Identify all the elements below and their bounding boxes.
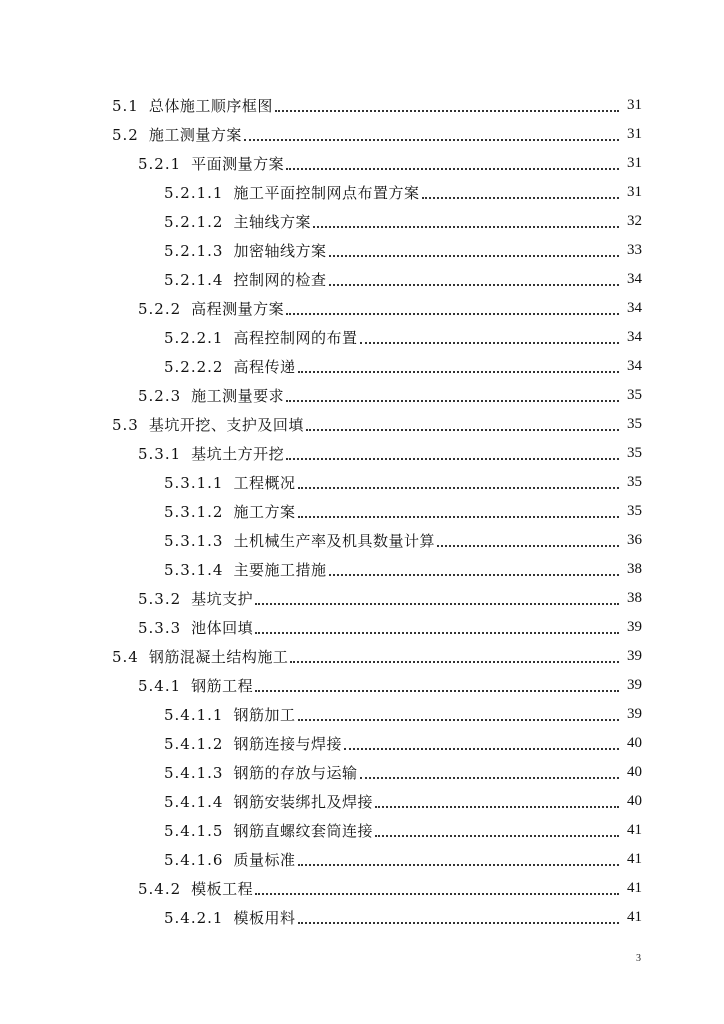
toc-entry-page: 34 xyxy=(627,358,642,374)
toc-entry-page: 35 xyxy=(627,445,642,461)
toc-entry-page: 35 xyxy=(627,387,642,403)
toc-dot-leader xyxy=(298,719,620,721)
toc-entry-number: 5.3.3 xyxy=(138,618,182,637)
toc-dot-leader xyxy=(255,690,619,692)
toc-entry-number: 5.2.2.1 xyxy=(164,328,224,347)
toc-dot-leader xyxy=(255,632,619,634)
toc-entry[interactable] xyxy=(0,410,724,439)
toc-entry-number: 5.4 xyxy=(112,647,139,666)
toc-entry-number: 5.4.1 xyxy=(138,676,182,695)
toc-entry-title: 模板工程 xyxy=(191,880,254,898)
toc-entry[interactable] xyxy=(0,497,724,526)
toc-entry[interactable] xyxy=(0,468,724,497)
toc-dot-leader xyxy=(422,197,620,199)
toc-entry-page: 34 xyxy=(627,300,642,316)
toc-dot-leader xyxy=(298,864,620,866)
toc-entry-page: 41 xyxy=(627,909,642,925)
toc-entry-page: 34 xyxy=(627,271,642,287)
toc-entry-title: 基坑开挖、支护及回填 xyxy=(148,416,304,434)
toc-entry-page: 31 xyxy=(627,184,642,200)
toc-entry-page: 34 xyxy=(627,329,642,345)
toc-entry-page: 40 xyxy=(627,764,642,780)
table-of-contents xyxy=(0,91,724,932)
toc-entry[interactable] xyxy=(0,294,724,323)
toc-entry-title: 施工测量要求 xyxy=(191,387,285,405)
toc-entry-number: 5.3.1.1 xyxy=(164,473,224,492)
toc-entry-title: 主要施工措施 xyxy=(233,561,327,579)
toc-entry-page: 31 xyxy=(627,97,642,113)
toc-dot-leader xyxy=(360,342,620,344)
toc-entry-number: 5.3.1.4 xyxy=(164,560,224,579)
toc-entry-title: 钢筋工程 xyxy=(191,677,254,695)
toc-entry-number: 5.2 xyxy=(112,125,139,144)
toc-dot-leader xyxy=(306,429,619,431)
toc-entry-title: 高程测量方案 xyxy=(191,300,285,318)
toc-dot-leader xyxy=(298,922,620,924)
toc-dot-leader xyxy=(255,603,619,605)
toc-entry-number: 5.3 xyxy=(112,415,139,434)
toc-entry[interactable] xyxy=(0,903,724,932)
toc-dot-leader xyxy=(375,806,619,808)
toc-entry-title: 钢筋安装绑扎及焊接 xyxy=(233,793,373,811)
toc-entry-title: 钢筋直螺纹套筒连接 xyxy=(233,822,373,840)
toc-entry-number: 5.2.1.2 xyxy=(164,212,224,231)
toc-dot-leader xyxy=(313,226,619,228)
toc-entry-page: 35 xyxy=(627,474,642,490)
toc-entry-page: 33 xyxy=(627,242,642,258)
page-number: 3 xyxy=(636,953,641,964)
toc-entry-title: 施工测量方案 xyxy=(148,126,242,144)
toc-entry-title: 基坑支护 xyxy=(191,590,254,608)
toc-entry-page: 31 xyxy=(627,126,642,142)
toc-dot-leader xyxy=(255,893,619,895)
toc-entry-title: 基坑土方开挖 xyxy=(191,445,285,463)
toc-entry-page: 38 xyxy=(627,590,642,606)
toc-entry-number: 5.4.1.6 xyxy=(164,850,224,869)
toc-entry[interactable] xyxy=(0,91,724,120)
toc-dot-leader xyxy=(298,487,620,489)
toc-entry[interactable] xyxy=(0,120,724,149)
toc-entry-title: 总体施工顺序框图 xyxy=(148,97,273,115)
toc-entry-page: 38 xyxy=(627,561,642,577)
toc-entry-number: 5.3.1 xyxy=(138,444,182,463)
toc-dot-leader xyxy=(437,545,619,547)
toc-entry-title: 池体回填 xyxy=(191,619,254,637)
toc-entry[interactable] xyxy=(0,149,724,178)
toc-entry[interactable] xyxy=(0,439,724,468)
toc-entry[interactable] xyxy=(0,178,724,207)
toc-entry-number: 5.4.1.5 xyxy=(164,821,224,840)
toc-entry[interactable] xyxy=(0,265,724,294)
toc-entry-title: 施工平面控制网点布置方案 xyxy=(233,184,420,202)
toc-entry[interactable] xyxy=(0,207,724,236)
toc-entry-number: 5.2.1.1 xyxy=(164,183,224,202)
toc-entry-title: 钢筋加工 xyxy=(233,706,296,724)
toc-entry[interactable] xyxy=(0,700,724,729)
toc-entry-number: 5.4.1.4 xyxy=(164,792,224,811)
toc-entry[interactable] xyxy=(0,671,724,700)
toc-entry-page: 40 xyxy=(627,793,642,809)
toc-dot-leader xyxy=(290,661,619,663)
toc-entry-title: 质量标准 xyxy=(233,851,296,869)
toc-entry[interactable] xyxy=(0,526,724,555)
toc-entry-number: 5.2.1 xyxy=(138,154,182,173)
toc-entry-number: 5.3.2 xyxy=(138,589,182,608)
toc-entry-title: 钢筋的存放与运输 xyxy=(233,764,358,782)
toc-entry-number: 5.4.1.3 xyxy=(164,763,224,782)
toc-dot-leader xyxy=(286,458,619,460)
toc-entry[interactable] xyxy=(0,758,724,787)
toc-entry-page: 39 xyxy=(627,619,642,635)
toc-dot-leader xyxy=(360,777,620,779)
toc-entry-number: 5.4.2 xyxy=(138,879,182,898)
toc-entry[interactable] xyxy=(0,323,724,352)
toc-entry-title: 工程概况 xyxy=(233,474,296,492)
toc-entry-page: 41 xyxy=(627,822,642,838)
toc-entry-number: 5.2.3 xyxy=(138,386,182,405)
toc-entry-page: 32 xyxy=(627,213,642,229)
toc-entry-number: 5.4.1.1 xyxy=(164,705,224,724)
toc-dot-leader xyxy=(244,139,619,141)
toc-entry[interactable] xyxy=(0,816,724,845)
toc-dot-leader xyxy=(375,835,619,837)
toc-dot-leader xyxy=(329,574,620,576)
toc-entry-number: 5.4.2.1 xyxy=(164,908,224,927)
toc-dot-leader xyxy=(298,516,620,518)
toc-entry-page: 39 xyxy=(627,677,642,693)
toc-entry-title: 土机械生产率及机具数量计算 xyxy=(233,532,435,550)
toc-entry-title: 钢筋混凝土结构施工 xyxy=(148,648,289,666)
toc-entry-page: 31 xyxy=(627,155,642,171)
toc-dot-leader xyxy=(286,313,619,315)
toc-entry[interactable] xyxy=(0,613,724,642)
toc-entry-number: 5.1 xyxy=(112,96,139,115)
toc-entry-page: 36 xyxy=(627,532,642,548)
toc-entry-number: 5.2.2 xyxy=(138,299,182,318)
toc-dot-leader xyxy=(329,255,620,257)
toc-entry-number: 5.2.1.3 xyxy=(164,241,224,260)
toc-entry-number: 5.2.2.2 xyxy=(164,357,224,376)
toc-entry[interactable] xyxy=(0,555,724,584)
toc-dot-leader xyxy=(329,284,620,286)
toc-entry[interactable] xyxy=(0,381,724,410)
toc-entry-title: 施工方案 xyxy=(233,503,296,521)
toc-entry-number: 5.3.1.2 xyxy=(164,502,224,521)
toc-entry-number: 5.4.1.2 xyxy=(164,734,224,753)
toc-entry[interactable] xyxy=(0,352,724,381)
toc-entry[interactable] xyxy=(0,729,724,758)
toc-entry-page: 35 xyxy=(627,503,642,519)
toc-entry[interactable] xyxy=(0,845,724,874)
toc-dot-leader xyxy=(298,371,620,373)
toc-entry-title: 控制网的检查 xyxy=(233,271,327,289)
toc-entry-page: 39 xyxy=(627,648,642,664)
toc-entry-title: 平面测量方案 xyxy=(191,155,285,173)
toc-entry-number: 5.2.1.4 xyxy=(164,270,224,289)
toc-entry-title: 加密轴线方案 xyxy=(233,242,327,260)
toc-entry-number: 5.3.1.3 xyxy=(164,531,224,550)
toc-entry-title: 钢筋连接与焊接 xyxy=(233,735,342,753)
toc-entry-title: 主轴线方案 xyxy=(233,213,311,231)
toc-entry-page: 41 xyxy=(627,880,642,896)
toc-dot-leader xyxy=(344,748,619,750)
toc-entry[interactable] xyxy=(0,642,724,671)
toc-entry-title: 高程传递 xyxy=(233,358,296,376)
toc-dot-leader xyxy=(275,110,619,112)
toc-entry-title: 模板用料 xyxy=(233,909,296,927)
toc-dot-leader xyxy=(286,400,619,402)
toc-entry[interactable] xyxy=(0,584,724,613)
toc-entry[interactable] xyxy=(0,236,724,265)
toc-entry-page: 39 xyxy=(627,706,642,722)
toc-entry-page: 35 xyxy=(627,416,642,432)
toc-entry-title: 高程控制网的布置 xyxy=(233,329,358,347)
toc-entry-page: 40 xyxy=(627,735,642,751)
toc-dot-leader xyxy=(286,168,619,170)
toc-entry-page: 41 xyxy=(627,851,642,867)
toc-entry[interactable] xyxy=(0,874,724,903)
toc-entry[interactable] xyxy=(0,787,724,816)
